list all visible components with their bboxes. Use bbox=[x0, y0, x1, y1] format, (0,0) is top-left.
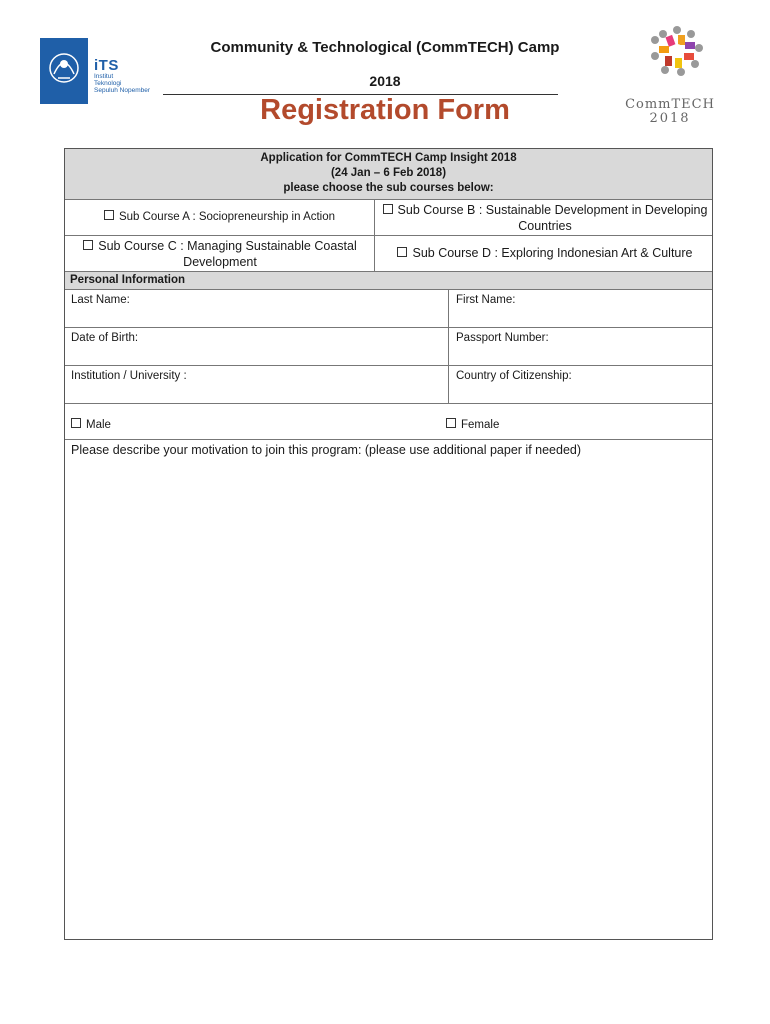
commtech-logo bbox=[615, 26, 725, 130]
passport-number-field[interactable] bbox=[456, 331, 706, 363]
sub-course-a-option[interactable] bbox=[65, 210, 374, 224]
commtech-gear-icon bbox=[615, 26, 725, 98]
sub-course-c-label: Sub Course C : Managing Sustainable Coastal Development bbox=[98, 239, 357, 269]
its-emblem-icon bbox=[40, 38, 88, 104]
male-checkbox[interactable] bbox=[71, 418, 81, 428]
cell-divider bbox=[448, 328, 449, 366]
female-label: Female bbox=[461, 419, 500, 431]
sub-course-d-checkbox[interactable] bbox=[397, 247, 407, 257]
application-line1: Application for CommTECH Camp Insight 2018 bbox=[260, 152, 517, 164]
form-title: Registration Form bbox=[260, 94, 510, 126]
cell-divider bbox=[448, 290, 449, 328]
personal-info-label: Personal Information bbox=[70, 274, 186, 286]
sub-course-a-checkbox[interactable] bbox=[104, 210, 114, 220]
male-label: Male bbox=[86, 419, 111, 431]
dob-row bbox=[65, 327, 712, 365]
sub-course-row-1 bbox=[65, 199, 712, 235]
date-of-birth-field[interactable] bbox=[71, 331, 441, 363]
last-name-label: Last Name: bbox=[71, 294, 130, 306]
cell-divider bbox=[374, 236, 375, 272]
its-line1: Institut bbox=[94, 73, 114, 80]
first-name-field[interactable] bbox=[456, 293, 706, 325]
commtech-logo-name: CommTECH bbox=[625, 97, 715, 112]
sub-course-b-checkbox[interactable] bbox=[383, 204, 393, 214]
its-wordmark bbox=[94, 58, 158, 94]
passport-number-label: Passport Number: bbox=[456, 332, 549, 344]
institution-field[interactable] bbox=[71, 369, 441, 401]
name-row bbox=[65, 289, 712, 327]
sub-course-d-option[interactable] bbox=[380, 246, 710, 260]
cell-divider bbox=[374, 200, 375, 236]
sub-course-d-label: Sub Course D : Exploring Indonesian Art & Culture bbox=[412, 246, 693, 260]
sub-course-b-label: Sub Course B : Sustainable Development in Developing Countries bbox=[397, 203, 708, 233]
application-header bbox=[65, 149, 712, 199]
motivation-prompt: Please describe your motivation to join this program: (please use additional paper if needed) bbox=[71, 443, 582, 457]
its-line3: Sepuluh Nopember bbox=[94, 87, 151, 94]
sub-course-a-label: Sub Course A : Sociopreneurship in Action bbox=[118, 211, 336, 223]
its-line2: Teknologi bbox=[94, 80, 122, 87]
cell-divider bbox=[448, 366, 449, 404]
its-logo bbox=[40, 38, 158, 104]
institution-label: Institution / University : bbox=[71, 370, 187, 382]
last-name-field[interactable] bbox=[71, 293, 441, 325]
motivation-area[interactable] bbox=[65, 439, 712, 939]
camp-year: 2018 bbox=[369, 73, 401, 89]
camp-title: Community & Technological (CommTECH) Camp bbox=[210, 39, 560, 56]
sub-course-c-option[interactable] bbox=[69, 238, 371, 270]
female-option[interactable] bbox=[446, 418, 499, 432]
male-option[interactable] bbox=[71, 418, 111, 432]
first-name-label: First Name: bbox=[456, 294, 516, 306]
sub-course-b-option[interactable] bbox=[380, 202, 710, 234]
personal-info-header bbox=[65, 271, 712, 289]
institution-row bbox=[65, 365, 712, 403]
citizenship-label: Country of Citizenship: bbox=[456, 370, 572, 382]
commtech-logo-year: 2018 bbox=[649, 111, 691, 126]
gender-row bbox=[65, 403, 712, 439]
its-abbr: iTS bbox=[94, 57, 119, 74]
registration-form bbox=[64, 148, 713, 940]
citizenship-field[interactable] bbox=[456, 369, 706, 401]
application-instruction: please choose the sub courses below: bbox=[283, 182, 494, 194]
sub-course-row-2 bbox=[65, 235, 712, 271]
date-of-birth-label: Date of Birth: bbox=[71, 332, 139, 344]
female-checkbox[interactable] bbox=[446, 418, 456, 428]
sub-course-c-checkbox[interactable] bbox=[83, 240, 93, 250]
application-dates: (24 Jan – 6 Feb 2018) bbox=[330, 167, 447, 179]
